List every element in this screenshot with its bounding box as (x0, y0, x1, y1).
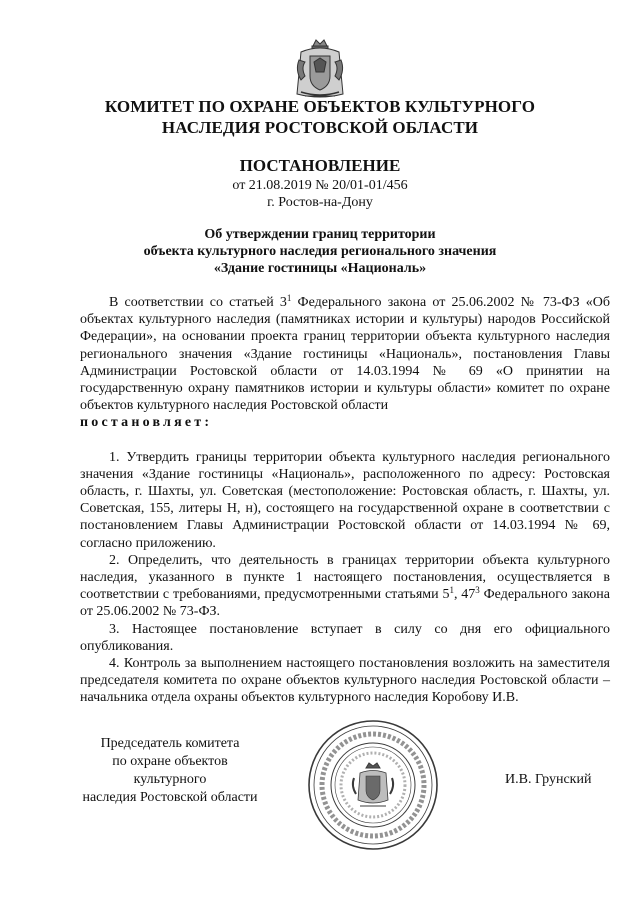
item-3: 3. Настоящее постановление вступает в силу со дня его официального опубликования. (80, 621, 610, 654)
coat-of-arms-icon (291, 36, 349, 102)
position-line3: наследия Ростовской области (82, 790, 258, 805)
subject-line3: «Здание гостиницы «Националь» (213, 261, 427, 276)
signatory-position (80, 735, 260, 807)
subject-line1: Об утверждении границ территории (204, 227, 436, 242)
subject-line2: объекта культурного наследия регионального значения (143, 244, 497, 259)
resolves-word: постановляет: (80, 415, 213, 431)
position-line1: Председатель комитета (100, 736, 240, 751)
signatory-name: И.В. Грунский (505, 772, 592, 787)
document-type: ПОСТАНОВЛЕНИЕ (239, 156, 401, 175)
preamble-superscript: 1 (286, 293, 292, 303)
org-name-line1: КОМИТЕТ ПО ОХРАНЕ ОБЪЕКТОВ КУЛЬТУРНОГО (104, 97, 536, 116)
document-date-number: от 21.08.2019 № 20/01-01/456 (232, 178, 408, 193)
preamble-text-b: Федерального закона от 25.06.2002 № 73-ФЗ «Об объектах культурного наследия (памятниках истории и культуры) народов Российской Федерации», на основании проекта границ территории объекта культурного наследия регионального значения «Здание гостиницы «Националь», постановления Главы Администрации Ростовской области от 14.03.1994 № 69 «О принятии на государственную охрану памятников истории и культуры области» комитет по охране объектов культурного наследия Ростовской области (80, 295, 610, 414)
item-2: 2. Определить, что деятельность в границах территории объекта культурного наследия, указанного в пункте 1 настоящего постановления, осуществляется в соответствии с требованиями, предусмотренными статьями $5^1$, $47^3$ Федерального закона от 25.06.2002 № 73-ФЗ. (80, 552, 611, 620)
preamble-paragraph (80, 294, 610, 414)
paragraph-gap (80, 432, 610, 449)
document-city: г. Ростов-на-Дону (267, 195, 373, 210)
item-4: 4. Контроль за выполнением настоящего постановления возложить на заместителя председателя комитета по охране объектов культурного наследия Ростовской области – начальника отдела охраны объектов культурного наследия Коробову И.В. (80, 656, 610, 706)
position-line2: по охране объектов культурного (112, 754, 228, 787)
item-1: 1. Утвердить границы территории объекта культурного наследия регионального значения «Здание гостиницы «Националь», расположенного по адресу: Ростовская область, г. Шахты, ул. Советская (местоположение: Ростовская область, г. Шахты, ул. Советская, 155, литеры Н, н), состоящего на государственной охране в соответствии с постановлением Главы Администрации Ростовской области от 14.03.1994 № 69, согласно приложению. (80, 449, 610, 551)
document-body (80, 294, 610, 707)
preamble-text-a: В соответствии со статьей 3 (109, 295, 287, 310)
official-seal-icon (306, 718, 440, 852)
org-name-line2: НАСЛЕДИЯ РОСТОВСКОЙ ОБЛАСТИ (161, 118, 479, 137)
